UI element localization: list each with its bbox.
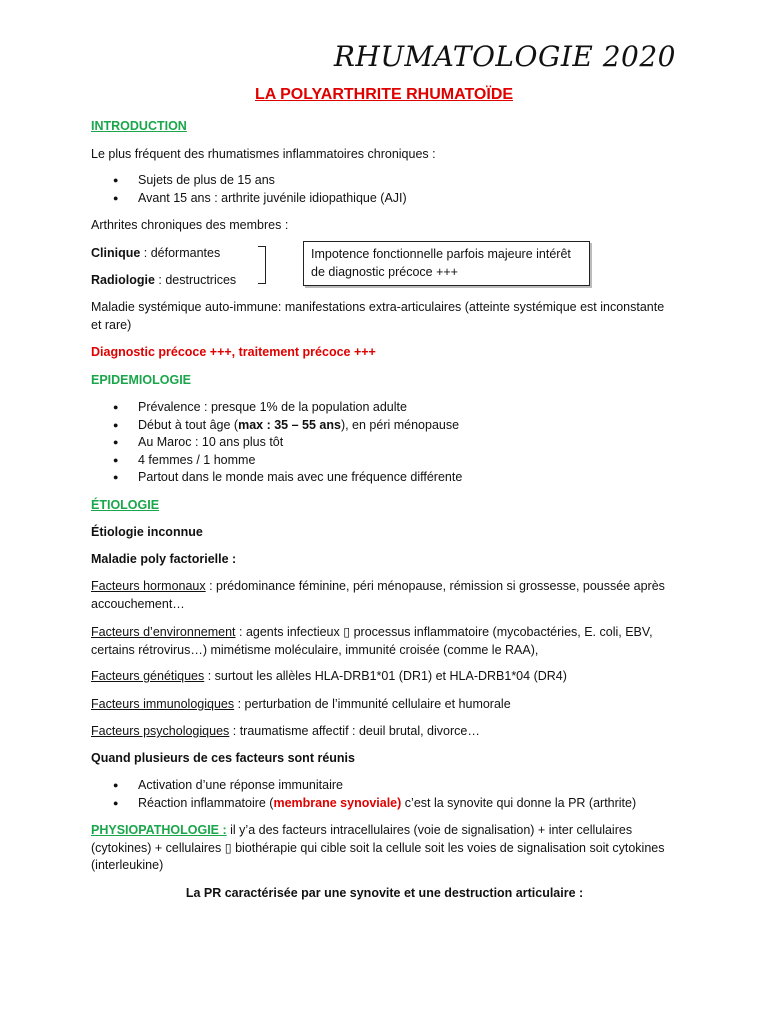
red-span: membrane synoviale) [273, 795, 402, 810]
text-span: ), en péri ménopause [340, 417, 460, 432]
intro-bullet-list [91, 172, 666, 207]
list-item [91, 417, 666, 435]
facteur-immunologiques [91, 696, 666, 714]
facteur-label: Facteurs génétiques [91, 669, 205, 683]
section-heading: INTRODUCTION [91, 119, 187, 133]
systemique-paragraph: Maladie systémique auto-immune: manifestations extra-articulaires (atteinte systémique est inconstante et rare) [91, 300, 665, 332]
etiologie-inconnue: Étiologie inconnue [91, 525, 203, 539]
maladie-polyfactorielle: Maladie poly factorielle : [91, 552, 237, 566]
physiopathologie-paragraph [91, 822, 666, 875]
list-item: ● Activation d’une réponse immunitaire [91, 777, 666, 795]
reaction-bullet-list [91, 777, 666, 812]
facteur-label: Facteurs immunologiques [91, 697, 235, 711]
facteur-label: Facteurs d’environnement [91, 625, 236, 639]
facteur-genetiques [91, 668, 666, 686]
callout-box [303, 241, 590, 286]
diagnostic-line: Diagnostic précoce +++, traitement précoce +++ [91, 345, 376, 359]
list-item: ● Prévalence : presque 1% de la population adulte [91, 399, 666, 417]
physio-text: il y’a des facteurs intracellulaires (voie de signalisation) + inter cellulaires (cytokines) + cellulaires ▯ biothérapie qui cible soit la cellule soit les voies de signalisation soit cytokines (interleukine) [91, 823, 665, 872]
section-heading: EPIDEMIOLOGIE [91, 373, 192, 387]
list-item: ● 4 femmes / 1 homme [91, 452, 666, 470]
facteur-text: : surtout les allèles HLA-DRB1*01 (DR1) et HLA-DRB1*04 (DR4) [204, 669, 567, 683]
facteur-psychologiques [91, 723, 666, 741]
section-heading: ÉTIOLOGIE [91, 498, 160, 512]
facteur-text: : prédominance féminine, péri ménopause, rémission si grossesse, poussée après accouchement… [91, 579, 665, 611]
epidemiologie-heading-row [91, 372, 666, 390]
epidemiologie-bullet-list [91, 399, 666, 487]
text-span: Début à tout âge ( [138, 417, 239, 432]
intro-lead: Le plus fréquent des rhumatismes inflammatoires chroniques : [91, 147, 436, 161]
clinique-label: Clinique [91, 246, 141, 260]
radiologie-text: : destructrices [154, 273, 237, 287]
arthrites-line: Arthrites chroniques des membres : [91, 218, 289, 232]
bracket-shape [258, 246, 266, 284]
clinique-text: : déformantes [140, 246, 221, 260]
list-item [91, 795, 666, 813]
section-heading: PHYSIOPATHOLOGIE : [91, 823, 227, 837]
facteur-environnement [91, 624, 666, 659]
list-item: ● Sujets de plus de 15 ans [91, 172, 666, 190]
document-header: RHUMATOLOGIE 2020 [333, 40, 676, 73]
facteur-text: : agents infectieux ▯ processus inflammatoire (mycobactéries, E. coli, EBV, certains rétrovirus…) mimétisme moléculaire, immunité croisée (comme le RAA), [91, 625, 653, 657]
conclusion-line: La PR caractérisée par une synovite et une destruction articulaire : [185, 886, 584, 900]
quand-plusieurs-line: Quand plusieurs de ces facteurs sont réunis [91, 751, 355, 765]
facteur-label: Facteurs hormonaux [91, 579, 206, 593]
bold-span: max : 35 – 55 ans [238, 417, 341, 432]
etiologie-heading-row [91, 497, 666, 515]
facteur-text: : traumatisme affectif : deuil brutal, divorce… [229, 724, 480, 738]
radiologie-label: Radiologie [91, 273, 155, 287]
list-item: ● Partout dans le monde mais avec une fréquence différente [91, 469, 666, 487]
text-span: c’est la synovite qui donne la PR (arthrite) [401, 795, 637, 810]
facteur-hormonaux [91, 578, 666, 613]
list-item: ● Avant 15 ans : arthrite juvénile idiopathique (AJI) [91, 190, 666, 208]
intro-heading [91, 118, 666, 136]
callout-text: Impotence fonctionnelle parfois majeure intérêt de diagnostic précoce +++ [311, 247, 571, 279]
list-item: ● Au Maroc : 10 ans plus tôt [91, 434, 666, 452]
facteur-text: : perturbation de l’immunité cellulaire et humorale [234, 697, 511, 711]
document-title: LA POLYARTHRITE RHUMATOÏDE [254, 86, 514, 103]
text-span: Réaction inflammatoire ( [138, 795, 274, 810]
facteur-label: Facteurs psychologiques [91, 724, 230, 738]
